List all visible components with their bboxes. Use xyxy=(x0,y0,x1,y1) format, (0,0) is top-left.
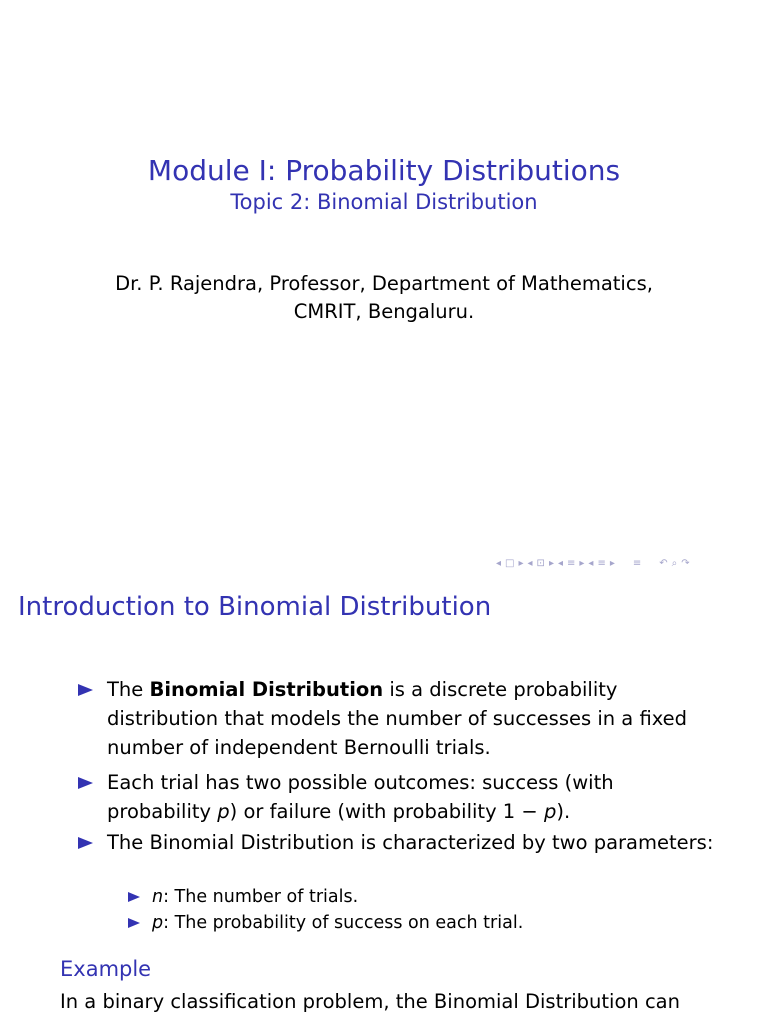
nav-next-section-icon[interactable]: ▸ xyxy=(579,557,585,569)
frame-title: Introduction to Binomial Distribution xyxy=(18,592,492,622)
beamer-navigation-bar xyxy=(496,556,762,570)
sub-bullet-p: p: The probability of success on each trial. xyxy=(152,913,524,933)
bullet-icon xyxy=(78,837,93,849)
nav-forward-icon[interactable]: ↷ xyxy=(681,557,690,569)
nav-back-icon[interactable]: ↶ xyxy=(659,557,668,569)
bullet-1-line-3: number of independent Bernoulli trials. xyxy=(107,736,491,759)
bullet-icon xyxy=(78,777,93,789)
nav-prev-part-icon[interactable]: ◂ xyxy=(588,557,594,569)
nav-frame-icon[interactable]: □ xyxy=(505,557,515,569)
nav-part-icon[interactable]: ≡ xyxy=(597,557,606,569)
author-line-1: Dr. P. Rajendra, Professor, Department of Mathematics, xyxy=(115,272,653,295)
slide-title: Module I: Probability Distributions xyxy=(147,154,621,187)
example-heading: Example xyxy=(60,957,152,981)
bullet-1-line-1: The Binomial Distribution is a discrete probability xyxy=(107,678,618,701)
nav-next-frame-icon[interactable]: ▸ xyxy=(518,557,524,569)
nav-appendix-icon[interactable]: ≡ xyxy=(632,557,642,569)
sub-bullet-icon xyxy=(128,892,140,902)
bullet-2-line-1: Each trial has two possible outcomes: success (with xyxy=(107,771,614,794)
bullet-icon xyxy=(78,684,93,696)
sub-bullet-n: n: The number of trials. xyxy=(152,887,359,907)
slide-subtitle: Topic 2: Binomial Distribution xyxy=(230,190,538,214)
nav-prev-subsection-icon[interactable]: ◂ xyxy=(527,557,533,569)
author-line-2: CMRIT, Bengaluru. xyxy=(293,300,475,323)
nav-prev-section-icon[interactable]: ◂ xyxy=(557,557,563,569)
bullet-1-line-2: distribution that models the number of successes in a fixed xyxy=(107,707,688,730)
nav-subsection-icon[interactable]: ⊡ xyxy=(536,557,545,569)
nav-section-icon[interactable]: ≡ xyxy=(567,557,576,569)
sub-bullet-icon xyxy=(128,918,140,928)
nav-next-part-icon[interactable]: ▸ xyxy=(609,557,615,569)
bullet-3-line-1: The Binomial Distribution is characterized by two parameters: xyxy=(107,831,714,854)
nav-search-icon[interactable]: ⌕ xyxy=(671,557,678,569)
nav-prev-frame-icon[interactable]: ◂ xyxy=(496,557,502,569)
bullet-2-line-2: probability p) or failure (with probability 1 − p). xyxy=(107,800,571,823)
nav-next-subsection-icon[interactable]: ▸ xyxy=(548,557,554,569)
example-text: In a binary classification problem, the Binomial Distribution can xyxy=(60,990,680,1013)
